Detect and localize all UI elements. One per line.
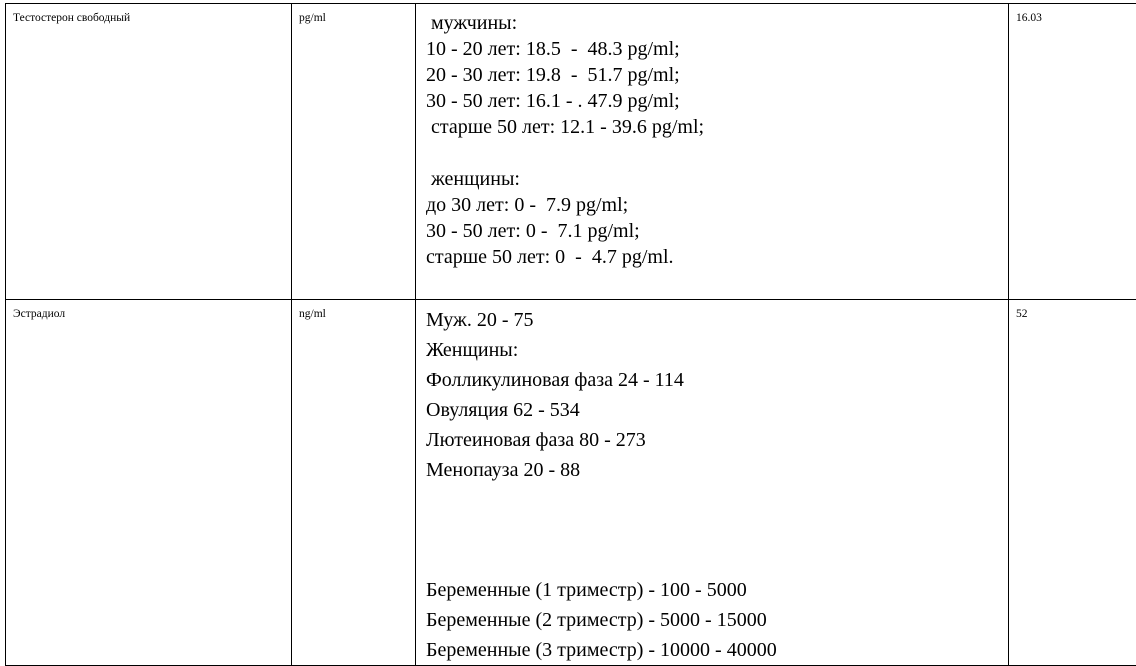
analyte-name-cell [6,4,292,300]
range-line: Муж. 20 - 75 [426,305,1008,335]
analyte-name-cell [6,300,292,666]
range-line-spacer [426,485,1008,515]
units-text: pg/ml [292,4,415,25]
reference-ranges-cell [416,300,1009,666]
reference-ranges-text [416,4,1008,270]
range-line-spacer [426,140,1008,166]
units-text: ng/ml [292,300,415,321]
range-line: до 30 лет: 0 - 7.9 pg/ml; [426,192,1008,218]
range-line: 20 - 30 лет: 19.8 - 51.7 pg/ml; [426,62,1008,88]
reference-ranges-text [416,300,1008,665]
result-value-cell [1009,300,1136,666]
range-line: старше 50 лет: 12.1 - 39.6 pg/ml; [426,114,1008,140]
range-line: Беременные (2 триместр) - 5000 - 15000 [426,605,1008,635]
range-line: Овуляция 62 - 534 [426,395,1008,425]
range-line: 10 - 20 лет: 18.5 - 48.3 pg/ml; [426,36,1008,62]
range-line: Женщины: [426,335,1008,365]
lab-reference-table [5,3,1136,666]
table-row [6,4,1136,300]
range-line: старше 50 лет: 0 - 4.7 pg/ml. [426,244,1008,270]
range-line: Фолликулиновая фаза 24 - 114 [426,365,1008,395]
range-line: Лютеиновая фаза 80 - 273 [426,425,1008,455]
analyte-name-text: Тестостерон свободный [6,4,291,25]
range-line: мужчины: [426,10,1008,36]
range-line-spacer [426,545,1008,575]
result-value-text: 52 [1009,300,1136,321]
table-body [6,4,1136,666]
units-cell [292,4,416,300]
analyte-name-text: Эстрадиол [6,300,291,321]
table-row [6,300,1136,666]
range-line: Беременные (1 триместр) - 100 - 5000 [426,575,1008,605]
range-line-spacer [426,515,1008,545]
range-line: Беременные (3 триместр) - 10000 - 40000 [426,635,1008,665]
result-value-cell [1009,4,1136,300]
range-line: 30 - 50 лет: 0 - 7.1 pg/ml; [426,218,1008,244]
range-line: женщины: [426,166,1008,192]
result-value-text: 16.03 [1009,4,1136,25]
range-line: Менопауза 20 - 88 [426,455,1008,485]
range-line: 30 - 50 лет: 16.1 - . 47.9 pg/ml; [426,88,1008,114]
units-cell [292,300,416,666]
reference-ranges-cell [416,4,1009,300]
